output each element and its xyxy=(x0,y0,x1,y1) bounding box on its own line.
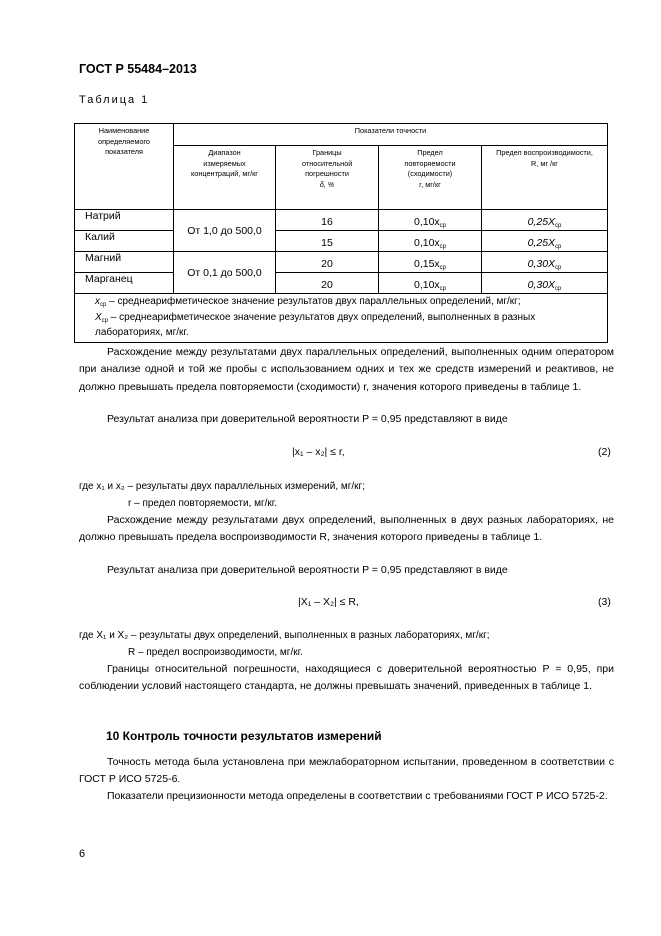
cell-delta: 16 xyxy=(321,216,333,228)
table-row xyxy=(75,210,608,231)
sub-cp: ср xyxy=(101,317,109,324)
sub-cp: ср xyxy=(439,244,447,250)
page-number: 6 xyxy=(79,848,86,860)
sub-cp: ср xyxy=(555,244,562,250)
col-header-repeat-symbol: r, мг/кг xyxy=(419,179,441,189)
cell-range: От 1,0 до 500,0 xyxy=(187,224,262,237)
col-header-range: Диапазон измеряемых концентраций, мг/кг xyxy=(191,148,258,178)
cell-name: Марганец xyxy=(85,273,133,285)
col-header-name: Наименование определяемого показателя xyxy=(98,126,150,156)
cell-name: Магний xyxy=(85,252,122,264)
sub-cp: ср xyxy=(100,302,107,308)
paragraph: Результат анализа при доверительной вероятности P = 0,95 представляют в виде xyxy=(107,413,508,425)
paragraph: Точность метода была установлена при межлабораторном испытании, проведенном в соответствии с ГОСТ Р ИСО 5725-6. xyxy=(79,756,614,786)
cell-R: 0,25X xyxy=(527,237,556,249)
col-header-group: Показатели точности xyxy=(354,126,427,135)
cell-r: 0,10x xyxy=(413,279,440,291)
formula-2: |x₁ – x₂| ≤ r, xyxy=(292,446,345,458)
cell-name: Натрий xyxy=(85,210,121,222)
col-header-reprod-symbol: R, мг /кг xyxy=(531,158,558,168)
cell-delta: 15 xyxy=(321,237,333,249)
table-row xyxy=(75,231,608,252)
paragraph: Расхождение между результатами двух параллельных определений, выполненных одним оператором при анализе одной и той же пробы с использованием одних и тех же средств измерений и реактивов, не должно превышать предела повторяемости (сходимости) r, значения которого приведены в таблице 1. xyxy=(79,346,614,393)
col-header-reprod: Предел воспроизводимости, xyxy=(496,148,593,157)
sub-cp: ср xyxy=(555,265,562,271)
paragraph: r – предел повторяемости, мг/кг. xyxy=(128,498,278,509)
sub-cp: ср xyxy=(439,223,447,229)
table-note: $x_{ср}$ – среднеарифметическое значение результатов двух параллельных определений, мг/кг; $X_{ср}$ – среднеарифметическое значение результатов двух определений, выполненных в разных лабораториях, мг/кг. xyxy=(75,294,608,343)
cell-name: Калий xyxy=(85,231,115,243)
cell-r: 0,10x xyxy=(413,216,440,228)
accuracy-table xyxy=(74,123,608,343)
sub-cp: ср xyxy=(439,265,447,271)
paragraph: Расхождение между результатами двух определений, выполненных в двух разных лабораториях, не должно превышать предела воспроизводимости R, значения которого приведены в таблице 1. xyxy=(79,514,614,544)
paragraph: где x₁ и x₂ – результаты двух параллельных измерений, мг/кг; xyxy=(79,481,365,492)
sub-cp: ср xyxy=(439,286,447,292)
paragraph: Показатели прецизионности метода определены в соответствии с требованиями ГОСТ Р ИСО 5725-2. xyxy=(107,790,608,802)
col-header-repeat: Предел повторяемости (сходимости) xyxy=(404,148,456,178)
cell-range: От 0,1 до 500,0 xyxy=(187,266,262,279)
table-row xyxy=(75,273,608,294)
cell-delta: 20 xyxy=(321,279,333,291)
formula-3-number: (3) xyxy=(598,596,611,608)
table-row xyxy=(75,252,608,273)
formula-2-number: (2) xyxy=(598,446,611,458)
paragraph: R – предел воспроизводимости, мг/кг. xyxy=(128,647,303,658)
note-mean-parallel: – среднеарифметическое значение результатов двух параллельных определений, мг/кг; xyxy=(106,296,521,307)
paragraph: где X₁ и X₂ – результаты двух определений, выполненных в разных лабораториях, мг/кг; xyxy=(79,630,490,641)
table-caption: Таблица 1 xyxy=(79,94,150,106)
formula-3: |X₁ – X₂| ≤ R, xyxy=(298,596,359,608)
cell-r: 0,10x xyxy=(413,237,440,249)
col-header-bounds-symbol: δ, % xyxy=(319,179,335,189)
document-header: ГОСТ Р 55484–2013 xyxy=(79,62,197,76)
paragraph: Результат анализа при доверительной вероятности P = 0,95 представляют в виде xyxy=(107,564,508,576)
cell-R: 0,30X xyxy=(527,279,556,291)
cell-r: 0,15x xyxy=(413,258,440,270)
col-header-bounds: Границы относительной погрешности xyxy=(302,148,353,178)
section-heading: 10 Контроль точности результатов измерений xyxy=(106,729,382,743)
note-mean-labs: – среднеарифметическое значение результатов двух определений, выполненных в разных лабораториях, мг/кг. xyxy=(95,311,536,338)
cell-R: 0,25X xyxy=(527,216,556,228)
sub-cp: ср xyxy=(555,286,562,292)
cell-R: 0,30X xyxy=(527,258,556,270)
cell-delta: 20 xyxy=(321,258,333,270)
paragraph: Границы относительной погрешности, находящиеся с доверительной вероятностью P = 0,95, при соблюдении условий настоящего стандарта, не должны превышать значений, приведенных в таблице 1. xyxy=(79,663,614,693)
sub-cp: ср xyxy=(555,223,562,229)
